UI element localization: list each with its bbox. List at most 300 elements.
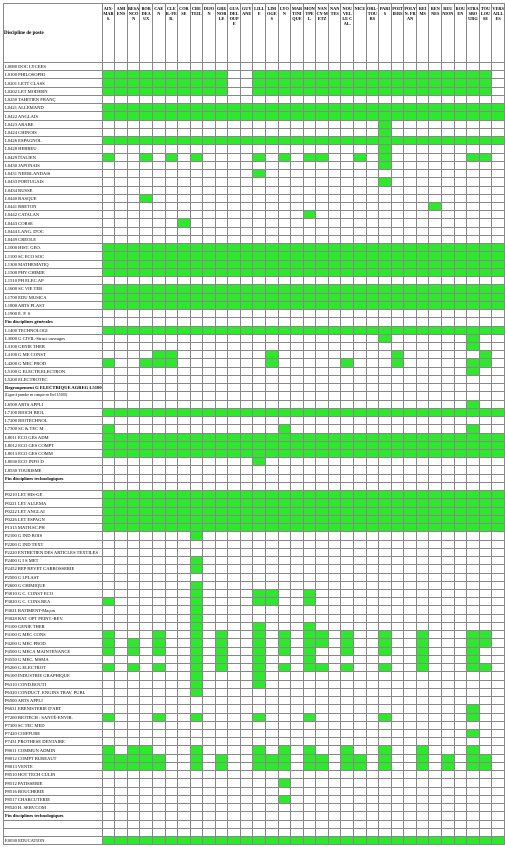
cell-empty	[442, 425, 455, 433]
cell-empty	[266, 161, 279, 169]
cell-empty	[291, 622, 304, 630]
cell-empty	[492, 820, 505, 828]
cell-empty	[190, 375, 203, 383]
cell-empty	[492, 186, 505, 194]
cell-empty	[366, 590, 379, 598]
cell-available	[190, 87, 203, 95]
cell-empty	[215, 318, 228, 326]
cell-empty	[316, 417, 329, 425]
cell-available	[467, 655, 480, 663]
cell-empty	[165, 672, 178, 680]
cell-empty	[102, 548, 115, 556]
cell-available	[379, 664, 392, 672]
cell-empty	[127, 351, 140, 359]
cell-available	[253, 153, 266, 161]
cell-empty	[190, 342, 203, 350]
cell-available	[454, 499, 467, 507]
cell-available	[203, 244, 216, 252]
discipline-row	[4, 680, 505, 688]
academy-name: POLYN. FRAN	[404, 6, 416, 22]
cell-available	[341, 260, 354, 268]
cell-empty	[416, 622, 429, 630]
cell-empty	[240, 804, 253, 812]
cell-empty	[291, 310, 304, 318]
cell-available	[303, 211, 316, 219]
cell-empty	[203, 754, 216, 762]
cell-empty	[240, 557, 253, 565]
discipline-row	[4, 202, 505, 210]
cell-available	[404, 837, 417, 845]
cell-empty	[391, 697, 404, 705]
discipline-row	[4, 787, 505, 795]
cell-available	[140, 433, 153, 441]
academy-header	[429, 4, 442, 63]
cell-empty	[492, 417, 505, 425]
cell-empty	[266, 342, 279, 350]
cell-empty	[391, 466, 404, 474]
cell-empty	[115, 318, 128, 326]
cell-available	[479, 450, 492, 458]
cell-empty	[479, 771, 492, 779]
cell-available	[316, 754, 329, 762]
cell-empty	[303, 532, 316, 540]
cell-available	[416, 647, 429, 655]
cell-empty	[429, 277, 442, 285]
cell-available	[228, 837, 241, 845]
cell-available	[266, 598, 279, 606]
cell-empty	[354, 186, 367, 194]
cell-empty	[278, 95, 291, 103]
cell-available	[152, 137, 165, 145]
cell-empty	[203, 458, 216, 466]
cell-available	[416, 244, 429, 252]
cell-available	[266, 408, 279, 416]
cell-available	[215, 285, 228, 293]
cell-available	[467, 713, 480, 721]
cell-empty	[479, 820, 492, 828]
cell-available	[152, 837, 165, 845]
cell-empty	[416, 557, 429, 565]
cell-available	[416, 524, 429, 532]
cell-available	[165, 71, 178, 79]
cell-empty	[379, 235, 392, 243]
cell-empty	[203, 235, 216, 243]
cell-empty	[152, 474, 165, 482]
cell-empty	[366, 614, 379, 622]
cell-available	[102, 244, 115, 252]
cell-available	[341, 408, 354, 416]
cell-available	[379, 79, 392, 87]
cell-available	[391, 285, 404, 293]
cell-empty	[266, 367, 279, 375]
cell-available	[266, 837, 279, 845]
cell-empty	[454, 664, 467, 672]
cell-available	[316, 244, 329, 252]
cell-available	[366, 408, 379, 416]
cell-empty	[366, 581, 379, 589]
cell-empty	[328, 565, 341, 573]
discipline-label: P6500 ARTS APPLI	[4, 697, 103, 705]
cell-empty	[366, 342, 379, 350]
cell-empty	[467, 812, 480, 820]
cell-empty	[454, 795, 467, 803]
cell-empty	[442, 787, 455, 795]
cell-available	[253, 647, 266, 655]
cell-empty	[416, 606, 429, 614]
cell-empty	[391, 754, 404, 762]
cell-empty	[253, 482, 266, 490]
cell-empty	[492, 202, 505, 210]
cell-empty	[152, 186, 165, 194]
cell-empty	[266, 277, 279, 285]
discipline-row	[4, 672, 505, 680]
cell-empty	[303, 277, 316, 285]
cell-empty	[190, 367, 203, 375]
cell-available	[127, 762, 140, 770]
cell-empty	[416, 540, 429, 548]
cell-available	[215, 252, 228, 260]
cell-empty	[140, 392, 153, 400]
cell-available	[479, 260, 492, 268]
cell-available	[115, 87, 128, 95]
cell-empty	[391, 771, 404, 779]
cell-empty	[328, 557, 341, 565]
cell-empty	[253, 351, 266, 359]
cell-empty	[228, 194, 241, 202]
cell-empty	[404, 697, 417, 705]
cell-empty	[328, 532, 341, 540]
cell-empty	[266, 565, 279, 573]
cell-empty	[341, 186, 354, 194]
cell-empty	[366, 351, 379, 359]
cell-available	[203, 71, 216, 79]
cell-empty	[303, 787, 316, 795]
cell-available	[391, 268, 404, 276]
cell-empty	[328, 746, 341, 754]
cell-empty	[165, 746, 178, 754]
cell-empty	[328, 573, 341, 581]
cell-empty	[178, 400, 191, 408]
cell-empty	[165, 219, 178, 227]
cell-empty	[404, 590, 417, 598]
cell-empty	[102, 227, 115, 235]
cell-empty	[416, 795, 429, 803]
academy-header	[379, 4, 392, 63]
cell-available	[291, 507, 304, 515]
cell-empty	[467, 622, 480, 630]
cell-available	[215, 260, 228, 268]
cell-empty	[266, 828, 279, 836]
cell-empty	[228, 614, 241, 622]
cell-available	[404, 408, 417, 416]
cell-available	[240, 137, 253, 145]
cell-available	[467, 639, 480, 647]
cell-available	[203, 408, 216, 416]
cell-empty	[429, 342, 442, 350]
cell-empty	[152, 705, 165, 713]
cell-available	[228, 326, 241, 334]
cell-empty	[152, 573, 165, 581]
cell-available	[140, 441, 153, 449]
cell-empty	[354, 310, 367, 318]
cell-empty	[366, 359, 379, 367]
cell-empty	[454, 812, 467, 820]
cell-available	[253, 104, 266, 112]
cell-empty	[479, 812, 492, 820]
cell-empty	[492, 713, 505, 721]
cell-available	[442, 433, 455, 441]
cell-available	[215, 631, 228, 639]
cell-empty	[228, 557, 241, 565]
cell-empty	[316, 367, 329, 375]
cell-empty	[303, 548, 316, 556]
cell-empty	[479, 186, 492, 194]
cell-available	[366, 515, 379, 523]
cell-empty	[253, 532, 266, 540]
cell-available	[178, 137, 191, 145]
cell-empty	[404, 598, 417, 606]
cell-available	[492, 137, 505, 145]
cell-empty	[228, 795, 241, 803]
cell-available	[215, 268, 228, 276]
cell-empty	[228, 367, 241, 375]
cell-empty	[127, 334, 140, 342]
cell-available	[404, 87, 417, 95]
cell-empty	[253, 194, 266, 202]
academy-name: LILLE	[254, 6, 265, 17]
cell-empty	[429, 95, 442, 103]
cell-empty	[102, 680, 115, 688]
cell-empty	[165, 367, 178, 375]
cell-empty	[442, 804, 455, 812]
cell-empty	[416, 194, 429, 202]
cell-empty	[303, 425, 316, 433]
cell-empty	[178, 804, 191, 812]
cell-empty	[291, 565, 304, 573]
cell-empty	[203, 828, 216, 836]
cell-empty	[492, 375, 505, 383]
cell-available	[165, 252, 178, 260]
cell-empty	[266, 697, 279, 705]
discipline-label: L0421 ALLEMAND	[4, 104, 103, 112]
cell-available	[278, 244, 291, 252]
cell-available	[190, 499, 203, 507]
cell-empty	[278, 351, 291, 359]
cell-available	[178, 450, 191, 458]
cell-available	[228, 499, 241, 507]
cell-empty	[203, 762, 216, 770]
cell-available	[442, 104, 455, 112]
cell-available	[404, 260, 417, 268]
cell-empty	[328, 713, 341, 721]
cell-empty	[278, 466, 291, 474]
cell-empty	[328, 828, 341, 836]
cell-available	[127, 71, 140, 79]
cell-empty	[303, 202, 316, 210]
cell-empty	[354, 417, 367, 425]
cell-available	[442, 499, 455, 507]
cell-empty	[303, 672, 316, 680]
cell-empty	[102, 128, 115, 136]
cell-empty	[404, 614, 417, 622]
cell-empty	[203, 310, 216, 318]
cell-empty	[379, 310, 392, 318]
cell-available	[341, 507, 354, 515]
cell-empty	[467, 771, 480, 779]
cell-available	[140, 524, 153, 532]
cell-available	[165, 450, 178, 458]
cell-available	[203, 137, 216, 145]
cell-available	[354, 408, 367, 416]
cell-empty	[240, 375, 253, 383]
cell-available	[341, 71, 354, 79]
cell-empty	[165, 425, 178, 433]
cell-empty	[240, 738, 253, 746]
cell-empty	[442, 342, 455, 350]
cell-empty	[127, 359, 140, 367]
cell-available	[240, 433, 253, 441]
cell-empty	[127, 202, 140, 210]
cell-available	[454, 326, 467, 334]
cell-empty	[467, 227, 480, 235]
cell-available	[253, 631, 266, 639]
cell-available	[404, 524, 417, 532]
cell-empty	[152, 672, 165, 680]
cell-empty	[454, 697, 467, 705]
cell-available	[479, 754, 492, 762]
cell-empty	[379, 367, 392, 375]
cell-empty	[165, 178, 178, 186]
cell-available	[379, 137, 392, 145]
cell-empty	[354, 211, 367, 219]
cell-available	[354, 433, 367, 441]
cell-available	[190, 565, 203, 573]
cell-empty	[228, 63, 241, 71]
cell-available	[479, 351, 492, 359]
discipline-label: P2500 G I.PLAST	[4, 573, 103, 581]
cell-available	[278, 639, 291, 647]
cell-empty	[341, 680, 354, 688]
cell-available	[379, 746, 392, 754]
discipline-label: P7431 PROTHESE DENTAIRE	[4, 738, 103, 746]
cell-empty	[140, 721, 153, 729]
discipline-row	[4, 450, 505, 458]
academy-name: LYON	[279, 6, 289, 17]
cell-available	[253, 71, 266, 79]
cell-empty	[442, 219, 455, 227]
discipline-row	[4, 375, 505, 383]
cell-available	[391, 441, 404, 449]
cell-available	[303, 293, 316, 301]
cell-empty	[203, 351, 216, 359]
cell-available	[253, 260, 266, 268]
cell-empty	[429, 779, 442, 787]
cell-empty	[479, 622, 492, 630]
discipline-label	[4, 828, 103, 836]
cell-empty	[228, 211, 241, 219]
academy-header	[467, 4, 480, 63]
cell-available	[165, 153, 178, 161]
cell-available	[291, 260, 304, 268]
cell-empty	[479, 219, 492, 227]
cell-empty	[479, 548, 492, 556]
discipline-label: P8011 COMMUN ADMIN	[4, 746, 103, 754]
cell-available	[467, 450, 480, 458]
cell-empty	[492, 161, 505, 169]
cell-empty	[240, 548, 253, 556]
cell-empty	[366, 425, 379, 433]
cell-available	[416, 137, 429, 145]
cell-empty	[178, 655, 191, 663]
cell-empty	[140, 417, 153, 425]
cell-empty	[278, 680, 291, 688]
cell-available	[253, 762, 266, 770]
discipline-label: P8517 CHARCUTERIE	[4, 795, 103, 803]
cell-available	[253, 664, 266, 672]
cell-empty	[303, 482, 316, 490]
cell-empty	[303, 680, 316, 688]
cell-available	[278, 664, 291, 672]
cell-empty	[354, 573, 367, 581]
cell-empty	[454, 590, 467, 598]
discipline-row	[4, 631, 505, 639]
cell-empty	[140, 548, 153, 556]
cell-available	[291, 408, 304, 416]
cell-empty	[328, 705, 341, 713]
cell-available	[253, 713, 266, 721]
cell-empty	[152, 202, 165, 210]
discipline-label: L4100 G ME CONST	[4, 351, 103, 359]
cell-empty	[127, 161, 140, 169]
cell-empty	[379, 63, 392, 71]
cell-empty	[253, 227, 266, 235]
cell-empty	[240, 466, 253, 474]
cell-empty	[127, 779, 140, 787]
cell-empty	[178, 729, 191, 737]
discipline-label: P0226 LET ESPAGN	[4, 515, 103, 523]
cell-empty	[467, 804, 480, 812]
cell-empty	[140, 161, 153, 169]
cell-empty	[266, 120, 279, 128]
cell-empty	[328, 680, 341, 688]
cell-empty	[203, 631, 216, 639]
cell-available	[379, 178, 392, 186]
cell-available	[240, 260, 253, 268]
cell-empty	[278, 359, 291, 367]
cell-available	[328, 491, 341, 499]
cell-available	[379, 631, 392, 639]
cell-empty	[429, 400, 442, 408]
cell-empty	[354, 557, 367, 565]
academy-header	[266, 4, 279, 63]
cell-available	[492, 441, 505, 449]
academy-name: NANCY-METZ	[316, 6, 328, 22]
discipline-row	[4, 548, 505, 556]
cell-empty	[328, 647, 341, 655]
cell-empty	[316, 145, 329, 153]
cell-empty	[115, 342, 128, 350]
cell-available	[391, 837, 404, 845]
cell-empty	[253, 392, 266, 400]
discipline-label: P8512 PATISSERIE	[4, 779, 103, 787]
cell-available	[203, 285, 216, 293]
cell-empty	[115, 590, 128, 598]
cell-available	[115, 441, 128, 449]
cell-available	[228, 244, 241, 252]
cell-empty	[366, 812, 379, 820]
cell-empty	[316, 688, 329, 696]
cell-empty	[354, 178, 367, 186]
